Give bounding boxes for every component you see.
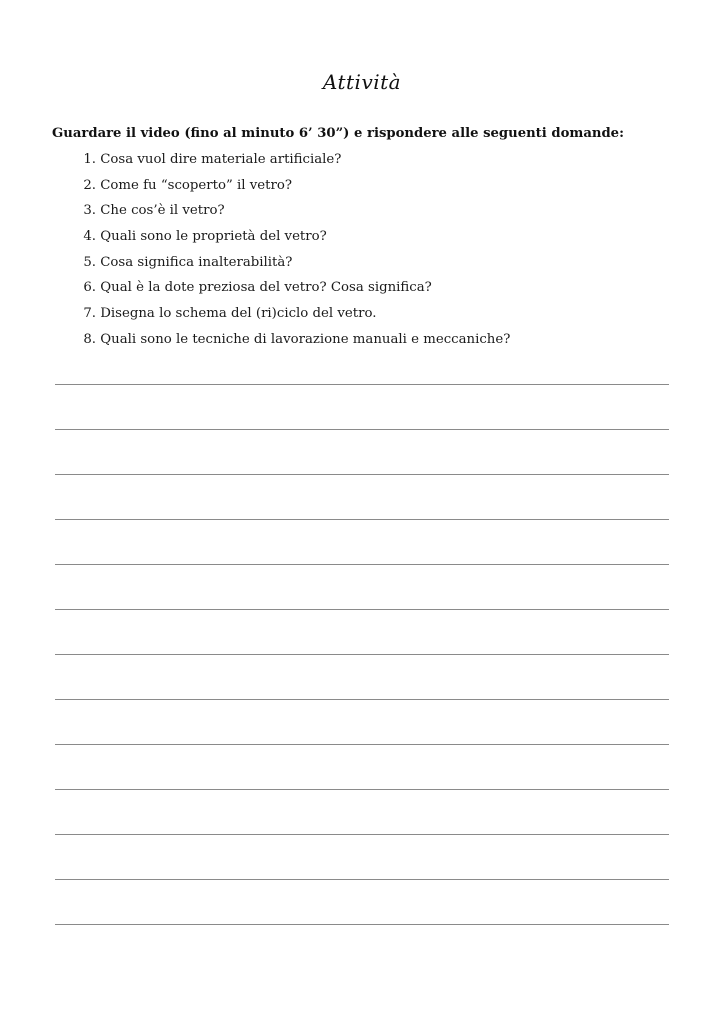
list-item bbox=[70, 253, 510, 279]
question-number: 3. bbox=[83, 203, 96, 219]
answer-line[interactable] bbox=[55, 564, 669, 565]
answer-lines-area[interactable] bbox=[55, 384, 669, 969]
list-item bbox=[70, 176, 510, 202]
list-item bbox=[70, 304, 510, 330]
answer-line[interactable] bbox=[55, 699, 669, 700]
answer-line[interactable] bbox=[55, 519, 669, 520]
question-text: Cosa vuol dire materiale artificiale? bbox=[100, 152, 342, 167]
answer-line[interactable] bbox=[55, 654, 669, 655]
question-text: Cosa significa inalterabilità? bbox=[100, 254, 293, 270]
question-text: Disegna lo schema del (ri)ciclo del vetro. bbox=[100, 306, 377, 322]
question-number: 6. bbox=[83, 280, 96, 296]
list-item bbox=[70, 330, 510, 356]
question-text: Che cos’è il vetro? bbox=[100, 203, 225, 219]
question-text: Quali sono le proprietà del vetro? bbox=[100, 229, 327, 245]
answer-line[interactable] bbox=[55, 384, 669, 385]
question-number: 8. bbox=[83, 331, 96, 347]
instruction-text: Guardare il video (fino al minuto 6’ 30”) e rispondere alle seguenti domande: bbox=[52, 126, 624, 141]
question-number: 5. bbox=[83, 254, 96, 270]
answer-line[interactable] bbox=[55, 474, 669, 475]
question-number: 2. bbox=[83, 177, 96, 193]
question-text: Come fu “scoperto” il vetro? bbox=[100, 177, 292, 193]
list-item bbox=[70, 227, 510, 253]
question-list bbox=[70, 150, 510, 356]
answer-line[interactable] bbox=[55, 834, 669, 835]
answer-line[interactable] bbox=[55, 744, 669, 745]
page-title: Attività bbox=[322, 70, 402, 94]
answer-line[interactable] bbox=[55, 609, 669, 610]
question-number: 4. bbox=[83, 229, 96, 245]
list-item bbox=[70, 150, 510, 176]
answer-line[interactable] bbox=[55, 429, 669, 430]
question-number: 1. bbox=[83, 152, 96, 167]
list-item bbox=[70, 201, 510, 227]
question-number: 7. bbox=[83, 306, 96, 322]
list-item bbox=[70, 278, 510, 304]
question-text: Qual è la dote preziosa del vetro? Cosa significa? bbox=[100, 280, 432, 296]
answer-line[interactable] bbox=[55, 789, 669, 790]
question-text: Quali sono le tecniche di lavorazione manuali e meccaniche? bbox=[100, 331, 511, 347]
answer-line[interactable] bbox=[55, 924, 669, 925]
answer-line[interactable] bbox=[55, 879, 669, 880]
